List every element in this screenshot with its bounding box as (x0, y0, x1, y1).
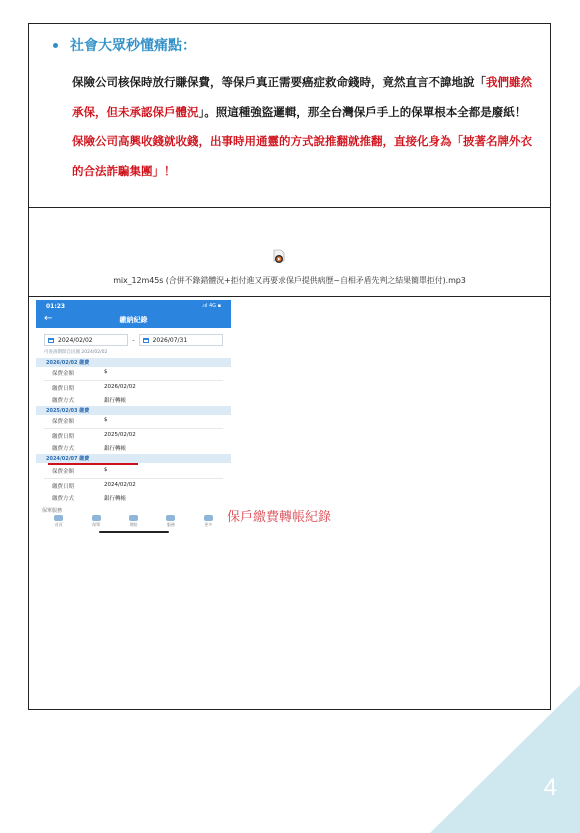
date-from (44, 334, 128, 346)
audio-filename[interactable]: mix_12m45s (合併不錄錯體況+拒付進又再要求保戶提供病歷~自相矛盾先判之結果簡單拒付).mp3 (113, 276, 466, 285)
audio-file-icon[interactable] (272, 250, 286, 264)
date-value: 2024/02/02 (104, 482, 136, 488)
paragraph-segment-red: 我們雖然承保，但未承認保戶體況 (72, 75, 532, 119)
service-icon (166, 515, 175, 521)
claim-icon (129, 515, 138, 521)
record-line (36, 465, 231, 477)
status-signal: .ııl 4G ▪ (201, 303, 221, 309)
phone-screenshot (36, 300, 231, 527)
more-icon (204, 515, 213, 521)
paragraph-segment-red: 保險公司高興收錢就收錢，出事時用通靈的方式說推翻就推翻，直接化身為「披著名牌外衣的合法詐騙集團」！ (72, 134, 532, 178)
bullet-icon (53, 43, 58, 48)
date-value: 2025/02/02 (104, 432, 136, 438)
phone-header (36, 300, 231, 328)
date-from-text: 2024/02/02 (58, 336, 93, 344)
audio-cell (29, 207, 550, 297)
divider (44, 428, 223, 429)
text-cell (29, 24, 550, 208)
date-separator: - (132, 336, 135, 344)
calendar-icon (143, 338, 149, 343)
record-line (36, 394, 231, 406)
paragraph (72, 68, 540, 186)
phone-title: 繳納紀錄 (119, 316, 148, 324)
image-cell (29, 296, 550, 709)
record-header: 2025/02/03 繳費 (36, 406, 231, 415)
record-line (36, 367, 231, 379)
nav-item: 首頁 (54, 515, 63, 528)
nav-item: 更多 (204, 515, 213, 528)
divider (44, 478, 223, 479)
date-label: 繳費日期 (52, 484, 75, 490)
page-number: 4 (543, 774, 557, 801)
nav-item: 服務 (166, 515, 175, 528)
date-to (139, 334, 223, 346)
divider (44, 380, 223, 381)
record-header: 2024/02/07 繳費 (36, 454, 231, 463)
home-indicator (99, 531, 169, 533)
record-line (36, 492, 231, 504)
method-label: 繳費方式 (52, 398, 75, 404)
paragraph-segment: 保險公司核保時放行賺保費，等保戶真正需要癌症救命錢時，竟然直言不諱地說「 (72, 75, 486, 89)
content-table (28, 23, 551, 710)
date-value: 2026/02/02 (104, 384, 136, 390)
method-label: 繳費方式 (52, 446, 75, 452)
payment-record (36, 406, 231, 454)
calendar-icon (48, 338, 54, 343)
policy-icon (92, 515, 101, 521)
record-line (36, 442, 231, 454)
image-caption: 保戶繳費轉帳紀錄 (227, 510, 332, 525)
nav-item: 理賠 (129, 515, 138, 528)
bottom-nav (36, 515, 231, 528)
date-to-text: 2026/07/31 (152, 336, 188, 344)
amount-label: 保費金額 (52, 371, 75, 377)
nav-item: 保單 (92, 515, 101, 528)
back-arrow-icon: ← (44, 313, 53, 324)
footer-label: 保單服務 (42, 508, 63, 514)
record-line (36, 430, 231, 442)
date-label: 繳費日期 (52, 386, 75, 392)
section-heading-text: 社會大眾秒懂痛點： (70, 38, 196, 54)
method-label: 繳費方式 (52, 496, 75, 502)
record-line (36, 415, 231, 427)
section-heading (53, 35, 196, 55)
amount-value: $ (104, 369, 108, 375)
payment-record (36, 358, 231, 406)
method-value: 銀行轉帳 (104, 496, 127, 502)
amount-label: 保費金額 (52, 419, 75, 425)
method-value: 銀行轉帳 (104, 398, 127, 404)
record-header: 2026/02/02 繳費 (36, 358, 231, 367)
amount-label: 保費金額 (52, 469, 75, 475)
method-value: 銀行轉帳 (104, 446, 127, 452)
record-line (36, 382, 231, 394)
date-range (36, 328, 231, 348)
record-line (36, 480, 231, 492)
date-label: 繳費日期 (52, 434, 75, 440)
paragraph-segment: 」。照這種強盜邏輯，那全台灣保戶手上的保單根本全都是廢紙！ (198, 104, 527, 119)
amount-value: $ (104, 467, 108, 473)
payment-record (36, 454, 231, 504)
status-time: 01:23 (46, 303, 66, 310)
home-icon (54, 515, 63, 521)
query-note: 可查詢期間自民國 2024/02/02 (44, 350, 108, 355)
amount-value: $ (104, 417, 108, 423)
